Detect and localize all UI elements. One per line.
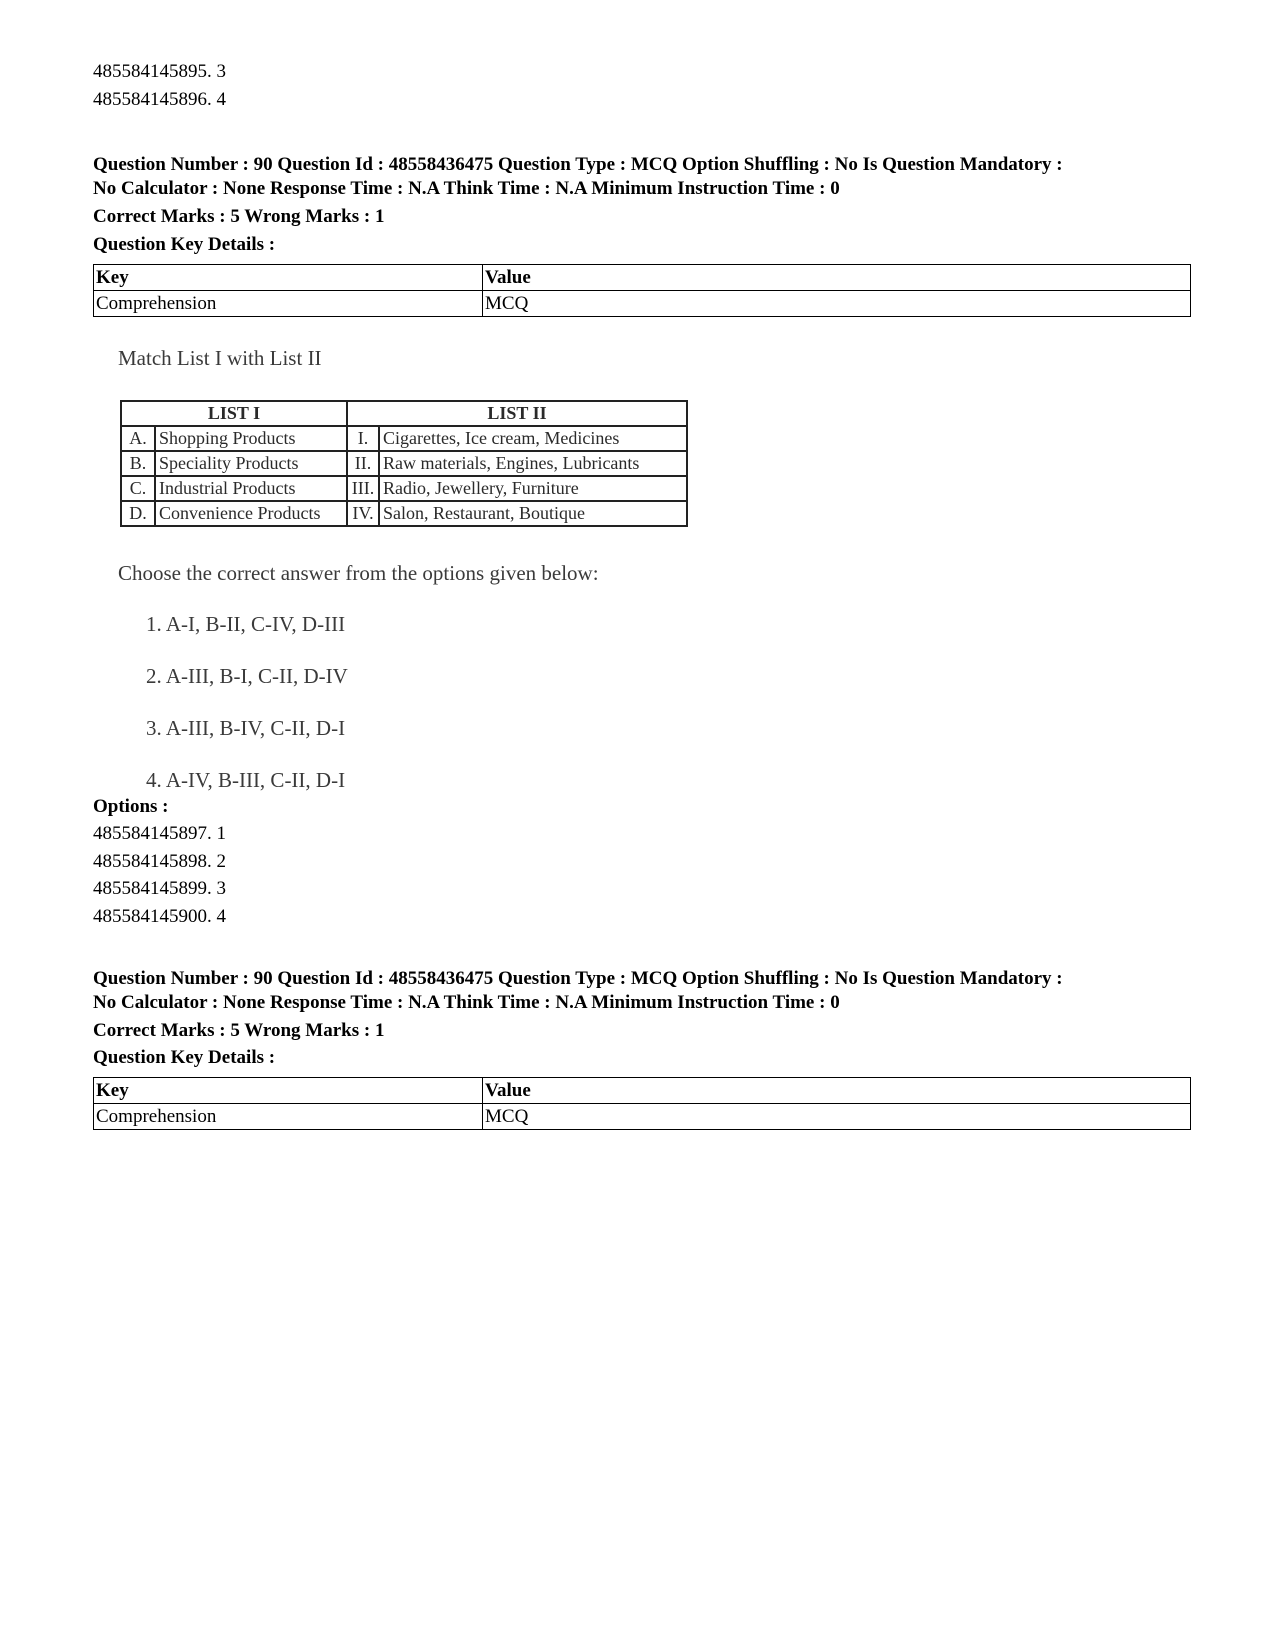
list-letter: A. bbox=[121, 426, 155, 451]
answer-choice: 3. A-III, B-IV, C-II, D-I bbox=[146, 716, 346, 740]
answer-choice: 1. A-I, B-II, C-IV, D-III bbox=[146, 612, 346, 636]
list-1-item: Shopping Products bbox=[155, 426, 347, 451]
question-meta-line-2: No Calculator : None Response Time : N.A Think Time : N.A Minimum Instruction Time : 0 bbox=[93, 992, 840, 1013]
options-label: Options : bbox=[93, 796, 169, 817]
key-details-table bbox=[93, 1077, 1191, 1130]
list-letter: C. bbox=[121, 476, 155, 501]
list-roman: II. bbox=[347, 451, 379, 476]
list-roman: I. bbox=[347, 426, 379, 451]
answer-choice: 4. A-IV, B-III, C-II, D-I bbox=[146, 768, 346, 792]
cell-value: MCQ bbox=[483, 291, 1191, 317]
marks-line: Correct Marks : 5 Wrong Marks : 1 bbox=[93, 206, 385, 227]
table-header-row bbox=[94, 265, 1191, 291]
cell-value: MCQ bbox=[483, 1104, 1191, 1130]
header-key: Key bbox=[94, 265, 483, 291]
list-row bbox=[121, 476, 687, 501]
list-2-item: Radio, Jewellery, Furniture bbox=[379, 476, 687, 501]
option-line: 485584145898. 2 bbox=[93, 851, 226, 872]
question-image bbox=[112, 340, 732, 800]
key-details-label: Question Key Details : bbox=[93, 234, 276, 255]
list-2-header: LIST II bbox=[347, 401, 687, 426]
table-row bbox=[94, 291, 1191, 317]
table-row bbox=[94, 1104, 1191, 1130]
list-letter: B. bbox=[121, 451, 155, 476]
list-row bbox=[121, 451, 687, 476]
list-2-item: Salon, Restaurant, Boutique bbox=[379, 501, 687, 526]
question-meta-line-1: Question Number : 90 Question Id : 48558436475 Question Type : MCQ Option Shuffling : No Is Question Mandatory : bbox=[93, 154, 1063, 175]
choose-instruction: Choose the correct answer from the options given below: bbox=[118, 561, 599, 585]
list-2-item: Raw materials, Engines, Lubricants bbox=[379, 451, 687, 476]
list-1-item: Convenience Products bbox=[155, 501, 347, 526]
key-details-label: Question Key Details : bbox=[93, 1047, 276, 1068]
list-row bbox=[121, 501, 687, 526]
marks-line: Correct Marks : 5 Wrong Marks : 1 bbox=[93, 1020, 385, 1041]
option-line: 485584145895. 3 bbox=[93, 61, 226, 82]
list-letter: D. bbox=[121, 501, 155, 526]
list-1-item: Speciality Products bbox=[155, 451, 347, 476]
option-line: 485584145900. 4 bbox=[93, 906, 226, 927]
list-roman: IV. bbox=[347, 501, 379, 526]
list-roman: III. bbox=[347, 476, 379, 501]
question-meta-line-2: No Calculator : None Response Time : N.A Think Time : N.A Minimum Instruction Time : 0 bbox=[93, 178, 840, 199]
cell-key: Comprehension bbox=[94, 1104, 483, 1130]
option-line: 485584145896. 4 bbox=[93, 89, 226, 110]
question-meta-line-1: Question Number : 90 Question Id : 48558436475 Question Type : MCQ Option Shuffling : No Is Question Mandatory : bbox=[93, 968, 1063, 989]
list-2-item: Cigarettes, Ice cream, Medicines bbox=[379, 426, 687, 451]
header-value: Value bbox=[483, 1078, 1191, 1104]
option-line: 485584145897. 1 bbox=[93, 823, 226, 844]
table-header-row bbox=[94, 1078, 1191, 1104]
cell-key: Comprehension bbox=[94, 291, 483, 317]
list-row bbox=[121, 426, 687, 451]
list-1-header: LIST I bbox=[121, 401, 347, 426]
question-prompt: Match List I with List II bbox=[118, 346, 322, 370]
answer-choice: 2. A-III, B-I, C-II, D-IV bbox=[146, 664, 348, 688]
key-details-table bbox=[93, 264, 1191, 317]
list-1-item: Industrial Products bbox=[155, 476, 347, 501]
list-header-row bbox=[121, 401, 687, 426]
match-list-table bbox=[120, 400, 688, 527]
header-value: Value bbox=[483, 265, 1191, 291]
option-line: 485584145899. 3 bbox=[93, 878, 226, 899]
header-key: Key bbox=[94, 1078, 483, 1104]
